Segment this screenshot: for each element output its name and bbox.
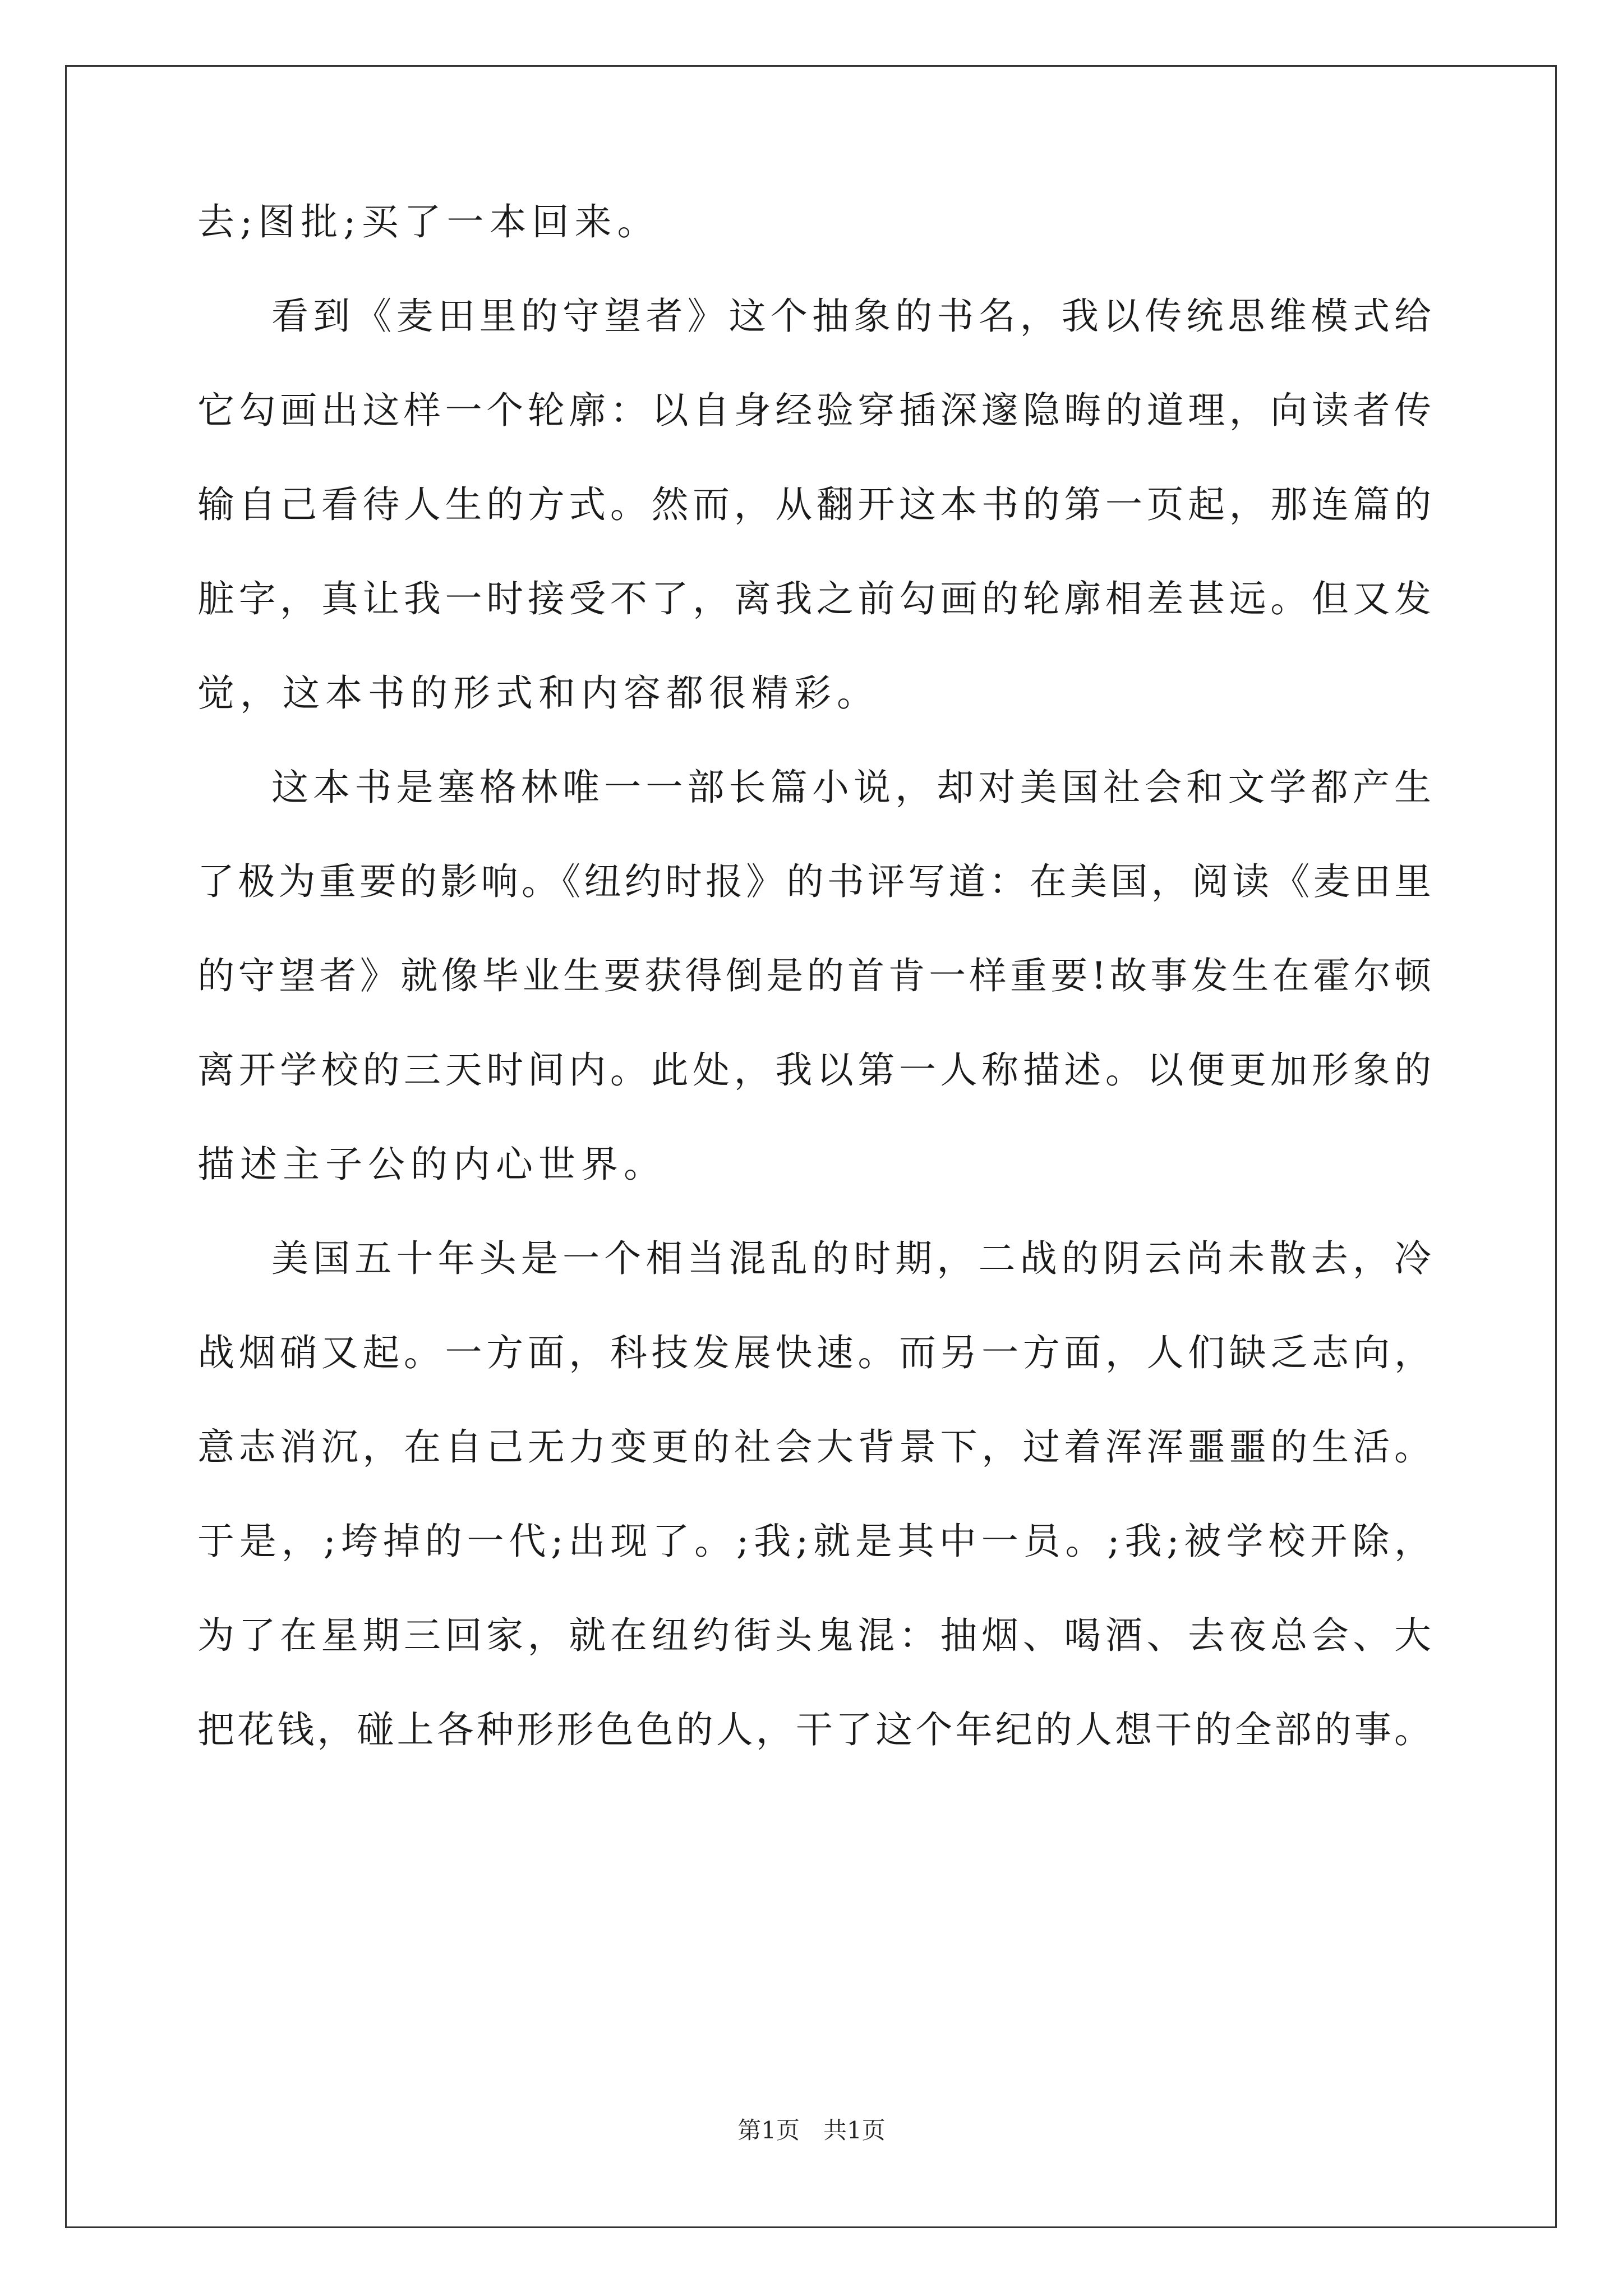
text-line: 输自己看待人生的方式。然而，从翻开这本书的第一页起，那连篇的 [197,483,1431,526]
text-line: 这本书是塞格林唯一一部长篇小说，却对美国社会和文学都产生 [271,766,1431,809]
text-line: 了极为重要的影响。《纽约时报》的书评写道：在美国，阅读《麦田里 [197,860,1431,903]
text-line: 离开学校的三天时间内。此处，我以第一人称描述。以便更加形象的 [197,1048,1431,1092]
text-line: 于是，;垮掉的一代;出现了。;我;就是其中一员。;我;被学校开除， [197,1520,1431,1563]
text-line: 的守望者》就像毕业生要获得倒是的首肯一样重要!故事发生在霍尔顿 [197,954,1431,997]
text-line: 脏字，真让我一时接受不了，离我之前勾画的轮廓相差甚远。但又发 [197,577,1431,620]
text-line: 去;图批;买了一本回来。 [197,200,660,243]
text-line: 它勾画出这样一个轮廓：以自身经验穿插深邃隐晦的道理，向读者传 [197,389,1431,432]
text-line: 觉，这本书的形式和内容都很精彩。 [197,671,879,715]
text-line: 描述主子公的内心世界。 [197,1143,666,1186]
document-body [197,197,1431,1755]
text-line: 为了在星期三回家，就在纽约街头鬼混：抽烟、喝酒、去夜总会、大 [197,1614,1431,1657]
page-footer: 第1页 共1页 [737,2116,886,2144]
text-line: 把花钱，碰上各种形形色色的人，干了这个年纪的人想干的全部的事。 [197,1708,1431,1751]
text-line: 看到《麦田里的守望者》这个抽象的书名，我以传统思维模式给 [271,295,1431,338]
text-line: 意志消沉，在自己无力变更的社会大背景下，过着浑浑噩噩的生活。 [197,1425,1431,1469]
text-line: 美国五十年头是一个相当混乱的时期，二战的阴云尚未散去，冷 [271,1237,1431,1280]
text-line: 战烟硝又起。一方面，科技发展快速。而另一方面，人们缺乏志向， [197,1331,1431,1374]
